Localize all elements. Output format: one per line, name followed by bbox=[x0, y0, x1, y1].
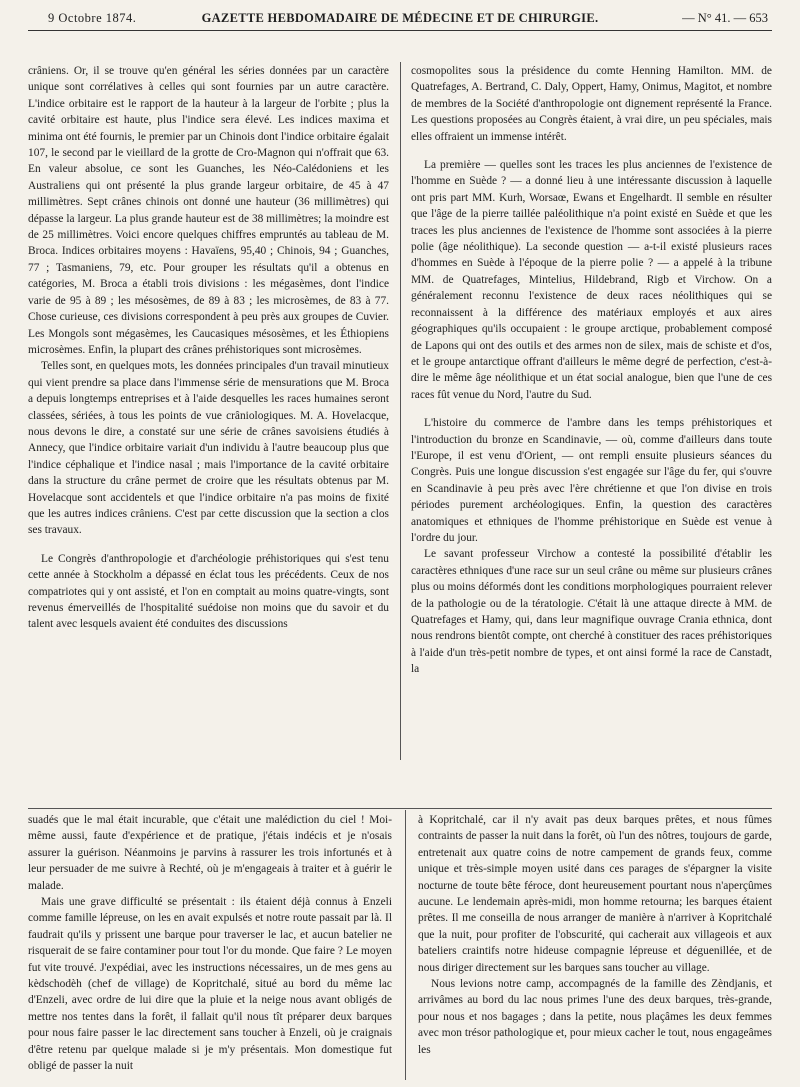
page-header bbox=[28, 6, 772, 31]
article-column-left bbox=[28, 63, 389, 757]
paragraph: Le savant professeur Virchow a contesté la possibilité d'établir les caractères ethniques d'une race sur un seul crâne ou même sur plusieurs crânes plus ou moins déformés dont les conditions morphologiques pourraient relever de la pathologie ou de la tératologie. C'était là une attaque directe à MM. de Quatrefages et Hamy, qui, dans leur magnifique ouvrage Crania ethnica, dont nous rendrons bientôt compte, ont cherché à constituer des races préhistoriques à l'aide d'un très-petit nombre de types, et ont ainsi formé la race de Canstadt, la bbox=[411, 548, 772, 676]
feuilleton-divider bbox=[28, 808, 772, 809]
column-divider bbox=[405, 810, 406, 1080]
paragraph: La première — quelles sont les traces les plus anciennes de l'existence de l'homme en Suède ? — a donné lieu à une intéressante discussion à laquelle ont pris part MM. Kurh, Worsaœ, Ewans et Engelhardt. Il semble en résulter que l'âge de la pierre taillée paléolithique n'a point existé en Suède et que les traces les plus anciennes de l'existence de l'homme sont associées à la pierre polie (âge néolithique). La seconde question — a-t-il existé plusieurs races d'hommes en Suède à l'époque de la pierre polie ? — a appelé à la tribune MM. de Quatrefages, Mintelius, Hildebrand, Rigb et Virchow. On a généralement reconnu l'existence de deux races néolithiques qui se reconnaissent à la différence des matériaux employés et aux aires géographiques qu'ils occupaient : le groupe arctique, probablement composé de Lapons qui ont des outils et des armes non de silex, mais de schiste et d'os, et le groupe antarctique offrant d'ailleurs le même degré de perfection, c'est-à-dire le même âge néolithique et un état social analogue, bien que l'une de ces races fût venue du Nord, l'autre du Sud. bbox=[411, 159, 772, 401]
article-column-right bbox=[411, 63, 772, 757]
paragraph: Nous levions notre camp, accompagnés de la famille des Zèndjanis, et arrivâmes au bord du lac nous primes l'une des deux barques, très-grande, pour nous et nos bagages ; dans la petite, nous plaçâmes les deux femmes avec mon trésor pathologique et, pour mieux cacher le tout, nous engageâmes les bbox=[418, 978, 772, 1056]
journal-title: GAZETTE HEBDOMADAIRE DE MÉDECINE ET DE CHIRURGIE. bbox=[201, 11, 599, 25]
paragraph: Le Congrès d'anthropologie et d'archéologie préhistoriques qui s'est tenu cette année à Stockholm a dépassé en éclat tous les précédents. Ceux de nos compatriotes qui y ont assisté, et l'on en comptait au moins quatre-vingts, sont revenus émerveillés de l'hospitalité suédoise non moins que du savoir et du talent avec lesquels avaient été conduites des discussions bbox=[28, 552, 389, 631]
paragraph: cosmopolites sous la présidence du comte Henning Hamilton. MM. de Quatrefages, A. Bertrand, C. Daly, Oppert, Hamy, Onimus, Magitot, et nombre de membres de la Société d'anthropologie ont dignement représenté la France. Les questions proposées au Congrès étaient, à vrai dire, un peu spéciales, mais elles offraient un immense intérêt. bbox=[411, 65, 772, 143]
paragraph: suadés que le mal était incurable, que c'était une malédiction du ciel ! Moi-même aussi, faute d'expérience et de pratique, j'étais indécis et je n'osais assurer la guérison. Néanmoins je parvins à rassurer les trois infortunés et à leur persuader de me suivre à Rechté, où je m'engageais à traiter et à guérir le malade. bbox=[28, 814, 392, 892]
issue-date: 9 Octobre 1874. bbox=[48, 11, 137, 25]
paragraph: L'histoire du commerce de l'ambre dans les temps préhistoriques et l'introduction du bronze en Scandinavie, — où, comme d'ailleurs dans toute l'Europe, il est venu d'Orient, — ont rempli ensuite plusieurs séances du Congrès. Puis une longue discussion s'est engagée sur l'âge du fer, qui s'ouvre en Scandinavie à peu près avec l'ère chrétienne et que l'on divise en trois périodes purement archéologiques. Enfin, la question des caractères anatomiques et ethniques de l'homme préhistorique en Suède est venue à l'ordre du jour. bbox=[411, 417, 772, 544]
paragraph: crâniens. Or, il se trouve qu'en général les séries données par un caractère unique sont corrélatives à celles qui sont fournies par un autre caractère. L'indice orbitaire est le rapport de la hauteur à la largeur de l'orbite ; plus la cavité orbitaire est haute, plus l'indice sera élevé. Les indices maxima et minima ont été fournis, le premier par un Chinois dont l'indice orbitaire égalait 107, le second par le vieillard de la grotte de Cro-Magnon qui n'offrait que 63. En valeur absolue, ce sont les Guanches, les Néo-Calédoniens et les Australiens qui ont présenté la plus grande largeur orbitaire, de 45 à 47 millimètres. Sept crânes chinois ont donné une hauteur (36 millimètres) qui dépasse la largeur. La plus grande hauteur est de 38 millimètres; la moindre est de 25 millimètres. Voici encore quelques chiffres empruntés au tableau de M. Broca. Indices orbitaires moyens : Havaïens, 95,40 ; Chinois, 94 ; Guanches, 77 ; Tasmaniens, 79, etc. Pour grouper les résultats qu'il a obtenus en catégories, M. Broca a établi trois divisions : les mégasèmes, dont l'indice varie de 95 à 89 ; les mésosèmes, de 89 à 83 ; les microsèmes, de 83 à 77. Chose curieuse, ces divisions correspondent à peu près aux groupes de Cuvier. Les Mongols sont mégasèmes, les Caucasiques mésosèmes, et les Éthiopiens microsèmes. Enfin, la plupart des crânes préhistoriques sont microsèmes. bbox=[28, 65, 389, 356]
paragraph: à Kopritchalé, car il n'y avait pas deux barques prêtes, et nous fûmes contraints de passer la nuit dans la forêt, où l'un des nôtres, toujours de garde, entretenait aux quatre coins de notre campement de grands feux, comme unique et très-simple moyen usité dans ces parages de s'épargner la visite nocturne de toute bête féroce, dont heureusement pourtant nous n'aperçûmes aucune. Le lendemain après-midi, mon homme retourna; les barques étaient prêtes. Il me conseilla de nous arranger de manière à n'arriver à Kopritchalé que la nuit, pour profiter de l'obscurité, qui cacherait aux villageois et aux bateliers craintifs notre hideuse compagnie lépreuse et déguenillée, et de nous diriger directement sur les barques sans toucher au village. bbox=[418, 814, 772, 974]
column-divider bbox=[400, 62, 401, 760]
feuilleton-column-left bbox=[28, 812, 392, 1084]
page-number: — N° 41. — 653 bbox=[682, 11, 768, 25]
paragraph: Mais une grave difficulté se présentait : ils étaient déjà connus à Enzeli comme famille lépreuse, on les en avait expulsés et notre route passait par là. Il faudrait qu'ils y prissent une barque pour traverser le lac, et aucun batelier ne risquerait de se faire contaminer pour tout l'or du monde. Que faire ? Le moyen fut vite trouvé. J'expédiai, avec les instructions nécessaires, un de mes gens au kèdschodèh (chef de village) de Kopritchalé, situé au bord du même lac d'Enzeli, avec ordre de lui dire que la pluie et la neige nous avant obligés de mettre nos tentes dans la forêt, il fallait qu'il nous tît préparer deux barques pour nous faire passer le lac directement sans toucher à Enzeli, où je craignais d'être retenu par quelque malade si je m'y présentais. Mon domestique fut obligé de passer la nuit bbox=[28, 896, 392, 1073]
feuilleton-column-right bbox=[418, 812, 772, 1084]
paragraph: Telles sont, en quelques mots, les données principales d'un travail minutieux qui vient prendre sa place dans l'immense série de mensurations que M. Broca a depuis longtemps entreprises et à l'aide desquelles les races humaines seront classées, sériées, à tous les points de vue crâniologiques. M. A. Hovelacque, nous devons le dire, a constaté sur une série de crânes savoisiens étudiés à Annecy, que l'indice orbitaire variait d'un individu à l'autre beaucoup plus que l'indice céphalique et l'indice nasal ; mais l'importance de la cavité orbitaire dans la structure du crâne permet de croire que les résultats obtenus par M. Hovelacque sont accidentels et que l'indice orbitaire n'a pas moins de fixité que les autres indices crâniens. C'est par cette discussion que la section a clos ses travaux. bbox=[28, 360, 389, 537]
